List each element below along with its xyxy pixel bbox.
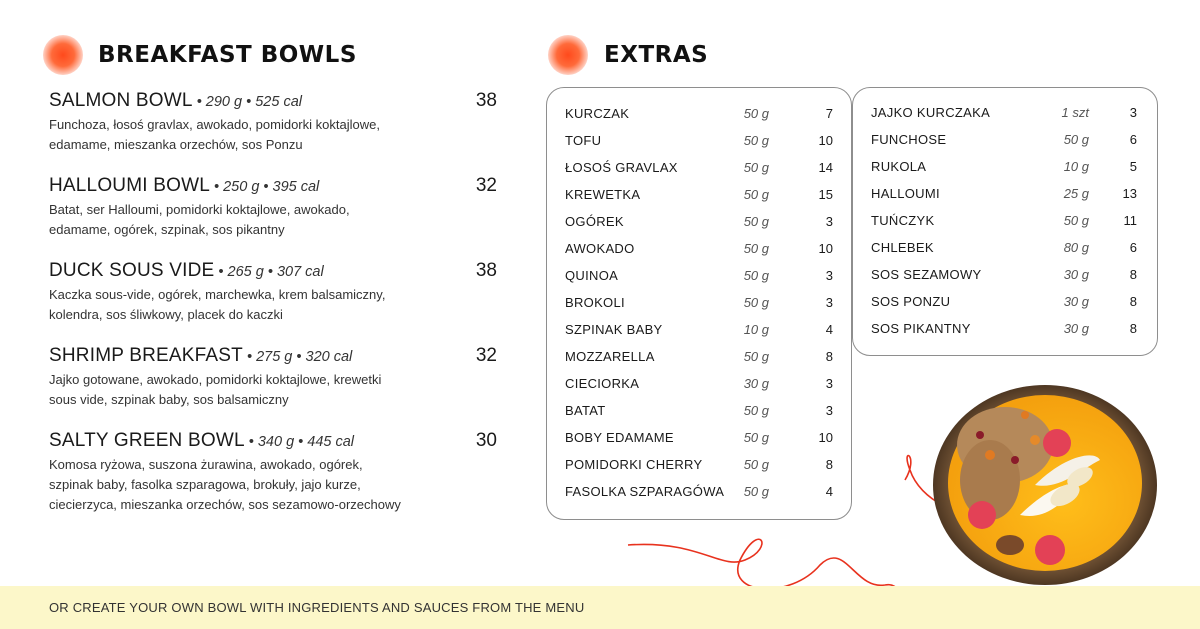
extra-name: KURCZAK [565,106,630,121]
extra-name: KREWETKA [565,187,641,202]
extra-weight: 30 g [1063,267,1089,282]
bowl-heading [49,260,499,283]
bowl-description: Komosa ryżowa, suszona żurawina, awokado, ogórek, szpinak baby, fasolka szparagowa, brokuły, jajo kurze, ciecierzyca, mieszanka orzechów, sos sezamowo-orzechowy [49,457,401,512]
extra-weight: 30 g [1063,321,1089,336]
extra-name: CIECIORKA [565,376,640,391]
extras-row [853,159,1157,179]
extra-name: BROKOLI [565,295,625,310]
extra-weight: 10 g [1063,159,1089,174]
extra-price: 8 [1129,321,1137,336]
bowl-description: Jajko gotowane, awokado, pomidorki koktajlowe, krewetki sous vide, szpinak baby, sos balsamiczny [49,372,382,407]
bowl-name: SALMON BOWL [49,90,193,111]
footer-text: OR CREATE YOUR OWN BOWL WITH INGREDIENTS AND SAUCES FROM THE MENU [49,600,585,615]
extras-row [547,349,851,369]
extras-row [547,457,851,477]
bowl-description: Kaczka sous-vide, ogórek, marchewka, krem balsamiczny, kolendra, sos śliwkowy, placek do kaczki [49,287,386,322]
bowl-price: 38 [475,90,497,111]
extra-price: 8 [1129,267,1137,282]
bowl-description: Funchoza, łosoś gravlax, awokado, pomidorki koktajlowe, edamame, mieszanka orzechów, sos Ponzu [49,117,380,152]
bowl-name: SALTY GREEN BOWL [49,430,245,451]
extra-price: 15 [818,187,833,202]
extra-weight: 50 g [743,133,769,148]
extra-weight: 50 g [743,268,769,283]
extras-row [547,403,851,423]
extra-name: JAJKO KURCZAKA [871,105,991,120]
bowl-price: 32 [475,175,497,196]
extra-weight: 50 g [743,403,769,418]
section-dot-icon [43,35,83,75]
extra-price: 4 [825,484,833,499]
bowl-meta: • 275 g • 320 cal [242,349,353,365]
extra-weight: 50 g [743,349,769,364]
extra-price: 3 [825,295,833,310]
extra-weight: 50 g [743,430,769,445]
extra-name: SOS SEZAMOWY [871,267,982,282]
extra-name: TUŃCZYK [871,213,935,228]
extra-name: ŁOSOŚ GRAVLAX [565,160,678,175]
bowl-heading [49,175,499,198]
extras-row [547,133,851,153]
extras-row [853,105,1157,125]
extra-weight: 50 g [743,457,769,472]
extras-row [547,484,851,504]
extra-weight: 30 g [1063,294,1089,309]
bowl-name: DUCK SOUS VIDE [49,260,215,281]
extra-price: 6 [1129,240,1137,255]
extras-row [853,132,1157,152]
extras-row [853,213,1157,233]
extra-name: FASOLKA SZPARAGÓWA [565,484,725,499]
extras-row [547,295,851,315]
extra-price: 4 [825,322,833,337]
extra-weight: 1 szt [1061,105,1089,120]
extra-price: 8 [825,349,833,364]
bowl-heading [49,345,499,368]
extra-price: 5 [1129,159,1137,174]
bowl-name: SHRIMP BREAKFAST [49,345,243,366]
bowl-item [49,175,499,240]
extra-price: 8 [825,457,833,472]
extra-weight: 50 g [743,241,769,256]
extra-price: 10 [818,133,833,148]
extra-name: BATAT [565,403,606,418]
extra-price: 13 [1122,186,1137,201]
extra-weight: 50 g [743,160,769,175]
extras-card-left [546,87,852,520]
extra-name: CHLEBEK [871,240,934,255]
extras-row [547,376,851,396]
footer-banner [0,586,1200,629]
extra-price: 3 [825,214,833,229]
breakfast-title: BREAKFAST BOWLS [98,42,357,68]
extra-weight: 50 g [743,484,769,499]
bowl-item [49,260,499,325]
extras-row [547,430,851,450]
extra-name: SOS PIKANTNY [871,321,971,336]
extra-weight: 50 g [743,187,769,202]
extra-weight: 10 g [743,322,769,337]
extra-weight: 25 g [1063,186,1089,201]
bowl-heading [49,430,499,453]
extras-title: EXTRAS [604,42,709,68]
extras-row [853,294,1157,314]
extra-price: 3 [825,403,833,418]
extra-name: RUKOLA [871,159,927,174]
extra-price: 3 [825,376,833,391]
extra-name: AWOKADO [565,241,635,256]
bowl-name: HALLOUMI BOWL [49,175,210,196]
section-dot-icon [548,35,588,75]
extra-price: 8 [1129,294,1137,309]
bowl-description: Batat, ser Halloumi, pomidorki koktajlowe, awokado, edamame, ogórek, szpinak, sos pikantny [49,202,350,237]
extra-name: SZPINAK BABY [565,322,663,337]
extra-name: MOZZARELLA [565,349,655,364]
extra-price: 14 [818,160,833,175]
extras-row [853,240,1157,260]
extras-row [547,241,851,261]
extras-row [853,321,1157,341]
bowl-price: 30 [475,430,497,451]
extra-price: 3 [825,268,833,283]
extras-row [547,106,851,126]
bowl-item [49,430,499,515]
extra-weight: 50 g [743,106,769,121]
extra-name: POMIDORKI CHERRY [565,457,703,472]
bowl-meta: • 290 g • 525 cal [192,94,302,110]
bowl-meta: • 265 g • 307 cal [214,264,324,280]
bowl-price: 32 [475,345,497,366]
extra-weight: 30 g [743,376,769,391]
extra-weight: 50 g [1063,132,1089,147]
extra-weight: 80 g [1063,240,1089,255]
extras-row [547,214,851,234]
extra-weight: 50 g [743,295,769,310]
extra-price: 7 [825,106,833,121]
extras-row [547,160,851,180]
extras-row [853,267,1157,287]
extra-price: 11 [1123,213,1137,228]
extra-price: 3 [1129,105,1137,120]
extra-weight: 50 g [743,214,769,229]
extras-row [853,186,1157,206]
extra-price: 6 [1129,132,1137,147]
bowl-price: 38 [475,260,497,281]
extras-card-right [852,87,1158,356]
extra-weight: 50 g [1063,213,1089,228]
bowl-heading [49,90,499,113]
extra-name: HALLOUMI [871,186,940,201]
extra-name: FUNCHOSE [871,132,947,147]
extra-name: SOS PONZU [871,294,951,309]
extra-name: BOBY EDAMAME [565,430,674,445]
extra-name: QUINOA [565,268,619,283]
extra-name: OGÓREK [565,214,624,229]
bowl-item [49,345,499,410]
extra-price: 10 [818,430,833,445]
extras-row [547,187,851,207]
extras-row [547,268,851,288]
extras-row [547,322,851,342]
extra-price: 10 [818,241,833,256]
bowl-meta: • 250 g • 395 cal [209,179,320,195]
smoothie-bowl-image [895,385,1160,585]
bowl-meta: • 340 g • 445 cal [244,434,355,450]
bowl-item [49,90,499,155]
extra-name: TOFU [565,133,602,148]
